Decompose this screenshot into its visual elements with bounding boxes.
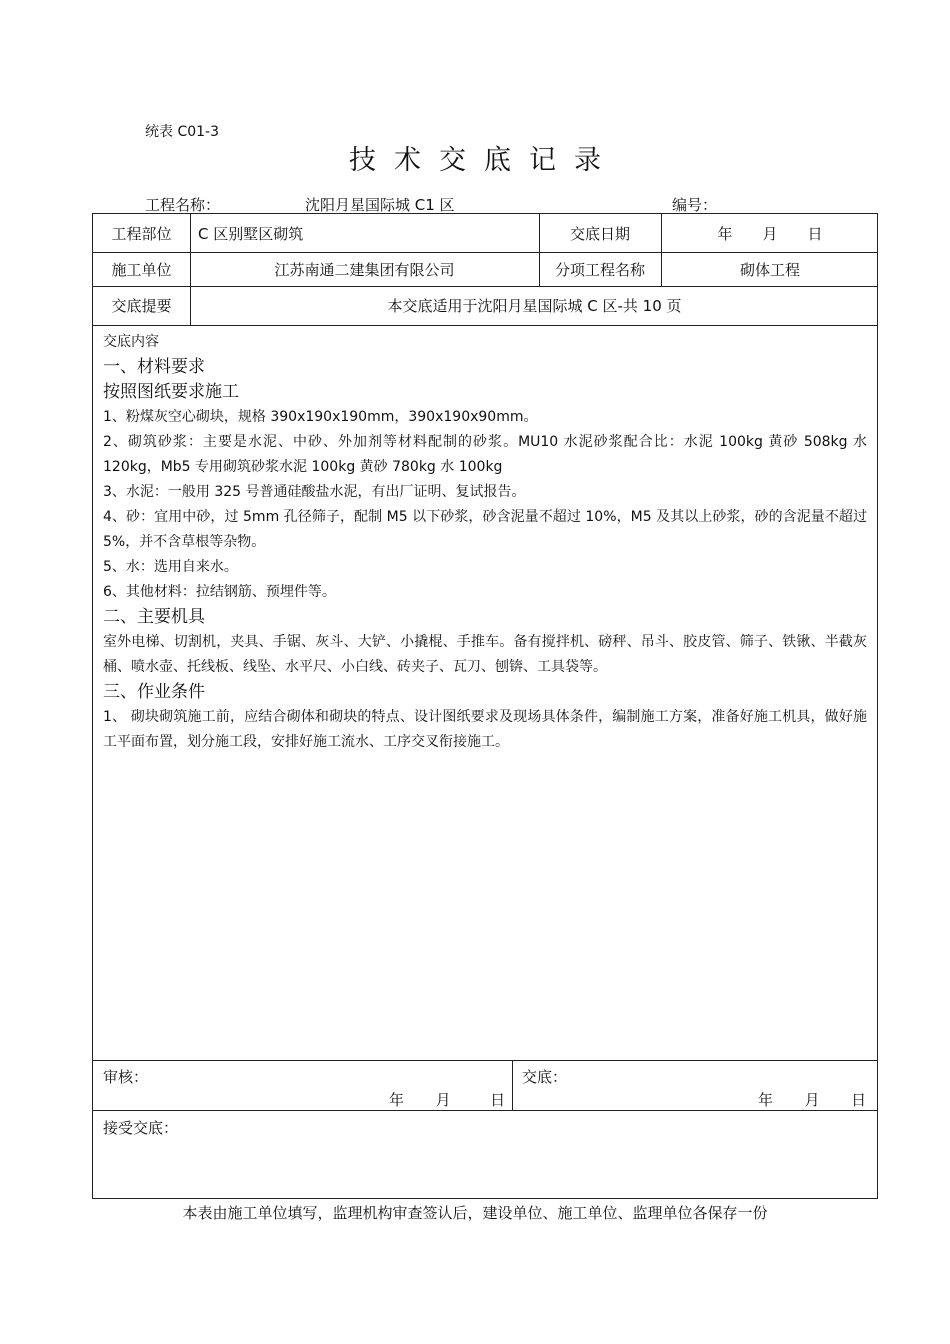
construction-unit-label: 施工单位 bbox=[111, 260, 172, 279]
disclosure-form-table bbox=[92, 213, 878, 1199]
list-item: 1、粉煤灰空心砌块，规格 390x190x190mm，390x190x90mm。 bbox=[103, 409, 538, 425]
date-year: 年 bbox=[717, 224, 733, 243]
document-number-label: 编号： bbox=[672, 196, 718, 214]
project-part-value: C 区别墅区砌筑 bbox=[198, 224, 304, 243]
project-name-label: 工程名称： bbox=[145, 196, 221, 214]
summary-label: 交底提要 bbox=[111, 297, 172, 315]
section-heading-tools: 二、主要机具 bbox=[103, 607, 205, 627]
tools-paragraph: 室外电梯、切割机，夹具、手锯、灰斗、大铲、小撬棍、手推车。备有搅拌机、磅秤、吊斗、胶皮管、筛子、铁锹、半截灰桶、喷水壶、托线板、线坠、水平尺、小白线、砖夹子、瓦刀、刨锛、工具袋等。 bbox=[103, 634, 867, 675]
row-divider bbox=[93, 1110, 877, 1111]
disclosure-content bbox=[103, 330, 867, 755]
list-item: 3、水泥：一般用 325 号普通硅酸盐水泥，有出厂证明、复试报告。 bbox=[103, 484, 526, 500]
list-item: 1、 砌块砌筑施工前，应结合砌体和砌块的特点、设计图纸要求及现场具体条件，编制施工方案，准备好施工机具，做好施工平面布置，划分施工段，安排好施工流水、工序交叉衔接施工。 bbox=[103, 709, 867, 750]
project-part-label: 工程部位 bbox=[111, 224, 172, 243]
row-divider bbox=[93, 1060, 877, 1061]
review-day: 日 bbox=[490, 1091, 506, 1109]
handover-day: 日 bbox=[851, 1091, 867, 1109]
review-year: 年 bbox=[389, 1091, 405, 1109]
construction-unit-value: 江苏南通二建集团有限公司 bbox=[274, 260, 455, 279]
disclosure-date-value bbox=[661, 214, 879, 252]
disclosure-date-label: 交底日期 bbox=[569, 224, 630, 243]
list-item: 4、砂：宜用中砂，过 5mm 孔径筛子，配制 M5 以下砂浆，砂含泥量不超过 10%，M5 及其以上砂浆，砂的含泥量不超过 5%，并不含草根等杂物。 bbox=[103, 509, 867, 550]
list-item: 5、水：选用自来水。 bbox=[103, 559, 238, 575]
date-month: 月 bbox=[762, 224, 778, 243]
subitem-value: 砌体工程 bbox=[739, 260, 800, 279]
content-label: 交底内容 bbox=[103, 334, 159, 350]
form-code: 统表 C01-3 bbox=[145, 124, 219, 140]
row-divider bbox=[93, 325, 877, 326]
list-item: 2、砌筑砂浆：主要是水泥、中砂、外加剂等材料配制的砂浆。MU10 水泥砂浆配合比：水泥 100kg 黄砂 508kg 水 120kg，Mb5 专用砌筑砂浆水泥 100kg 黄砂 780kg 水 100kg bbox=[103, 434, 867, 475]
handover-year: 年 bbox=[758, 1091, 774, 1109]
subitem-label: 分项工程名称 bbox=[554, 260, 645, 279]
section-heading-materials: 一、材料要求 bbox=[103, 357, 205, 377]
footer-note: 本表由施工单位填写，监理机构审查签认后，建设单位、施工单位、监理单位各保存一份 bbox=[182, 1204, 768, 1222]
column-divider bbox=[512, 1060, 513, 1110]
list-item: 6、其他材料：拉结钢筋、预埋件等。 bbox=[103, 584, 336, 600]
project-name-value: 沈阳月星国际城 C1 区 bbox=[305, 196, 455, 214]
date-day: 日 bbox=[807, 224, 823, 243]
handover-date bbox=[758, 1089, 866, 1110]
document-title: 技术交底记录 bbox=[349, 145, 619, 176]
review-month: 月 bbox=[435, 1091, 451, 1109]
sub-heading: 按照图纸要求施工 bbox=[103, 382, 239, 402]
section-heading-conditions: 三、作业条件 bbox=[103, 682, 205, 702]
handover-month: 月 bbox=[804, 1091, 820, 1109]
review-date bbox=[389, 1089, 505, 1110]
summary-value: 本交底适用于沈阳月星国际城 C 区-共 10 页 bbox=[387, 297, 682, 315]
review-label: 审核： bbox=[103, 1067, 149, 1086]
handover-label: 交底： bbox=[522, 1067, 568, 1086]
receive-label: 接受交底： bbox=[103, 1118, 179, 1137]
